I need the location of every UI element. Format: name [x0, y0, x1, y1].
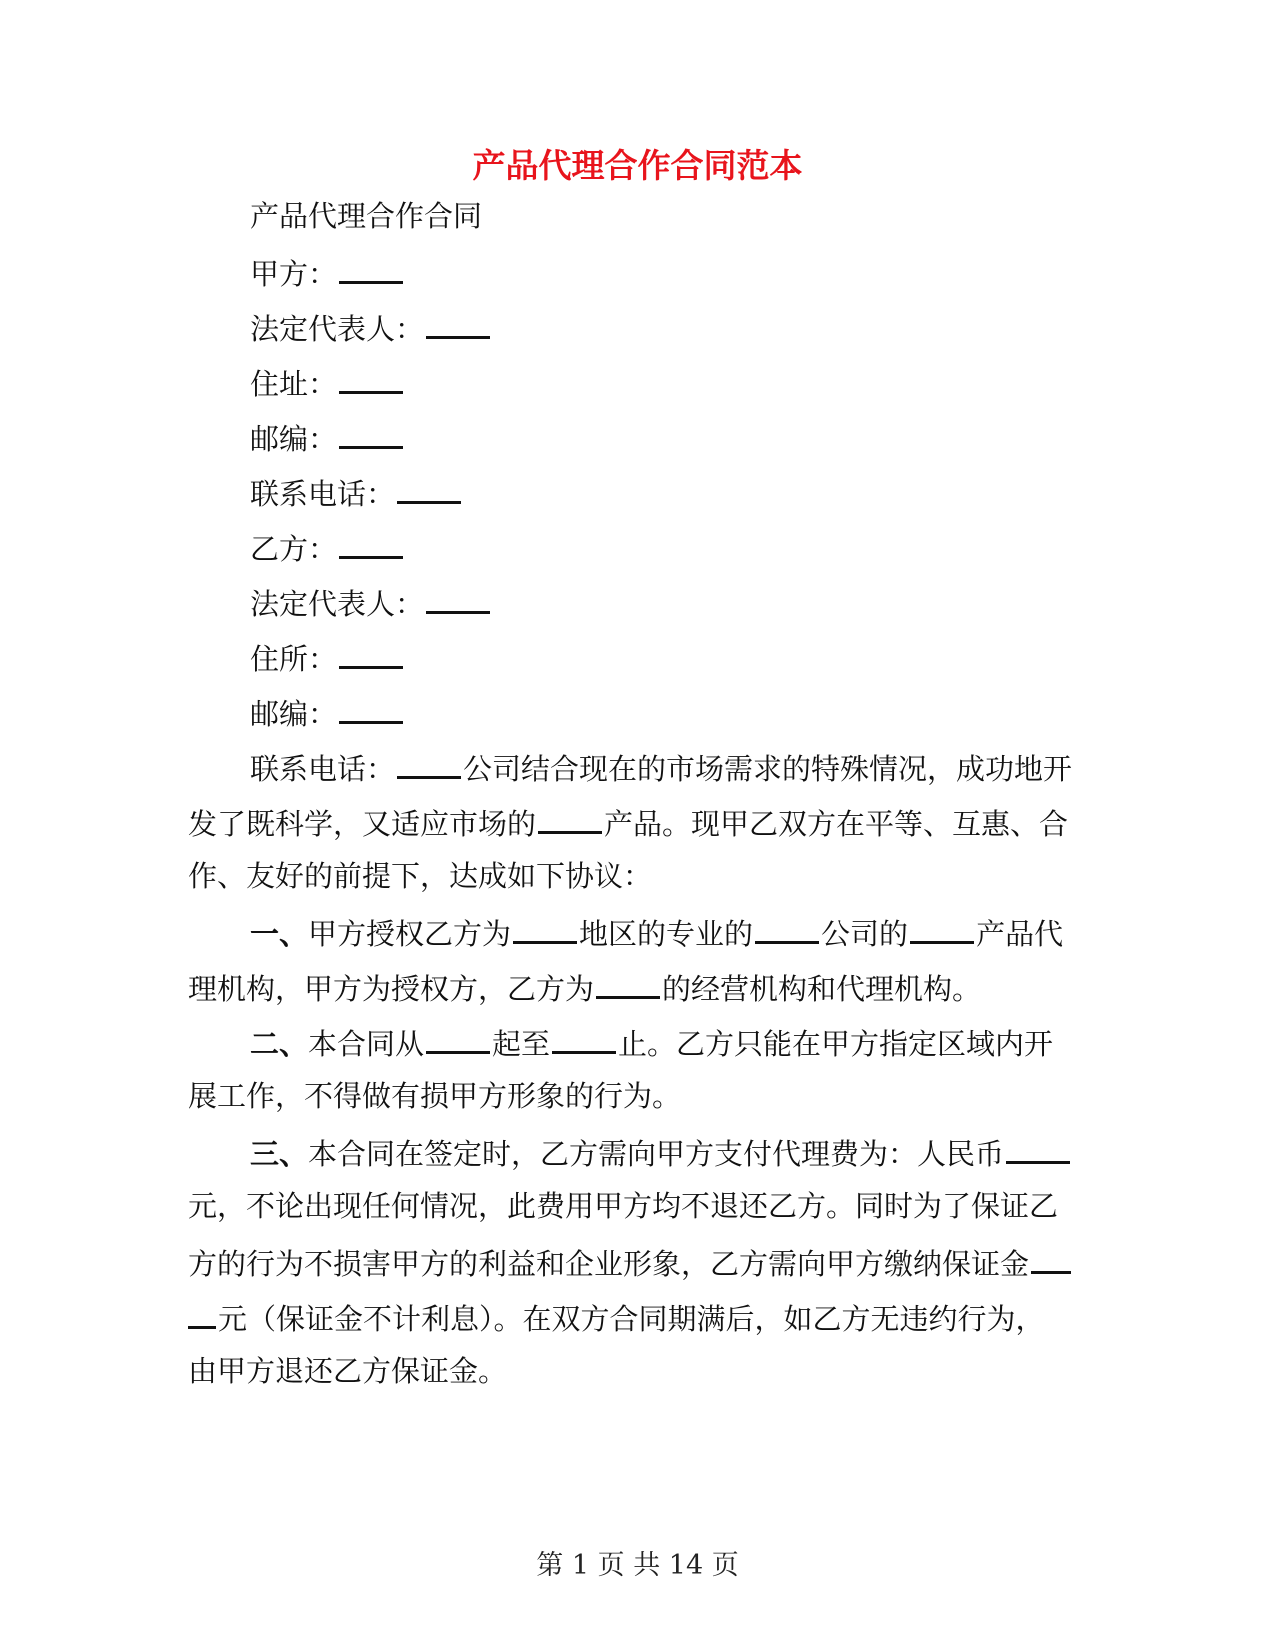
page-footer: 第 1 页 共 14 页	[536, 1550, 739, 1581]
party-a-rep-line	[250, 306, 492, 349]
party-b-postcode-blank	[339, 691, 403, 724]
clause-1-line-1	[250, 911, 1063, 954]
party-a-postcode-label: 邮编：	[250, 422, 338, 456]
intro-text: 联系电话：	[250, 752, 396, 786]
party-a-postcode-line	[250, 416, 405, 459]
party-a-label: 甲方：	[250, 257, 338, 291]
clause-text: 元（保证金不计利息）。在双方合同期满后，如乙方无违约行为，	[218, 1302, 1045, 1336]
party-a-line	[250, 251, 405, 294]
party-a-rep-label: 法定代表人：	[250, 312, 425, 346]
region-blank	[513, 911, 577, 944]
party-b-postcode-label: 邮编：	[250, 697, 338, 731]
industry-blank	[755, 911, 819, 944]
end-date-blank	[552, 1021, 616, 1054]
deposit-blank	[1031, 1241, 1071, 1274]
party-a-blank	[339, 251, 403, 284]
clause-3-line-4	[188, 1296, 1045, 1339]
party-b-address-line	[250, 636, 405, 679]
party-a-address-blank	[339, 361, 403, 394]
clause-2-line-1	[250, 1021, 1053, 1064]
clause-text: 起至	[492, 1027, 551, 1061]
intro-line-1	[250, 746, 1072, 789]
intro-text: 发了既科学，又适应市场的	[188, 807, 537, 841]
clause-text: 方的行为不损害甲方的利益和企业形象，乙方需向甲方缴纳保证金	[188, 1247, 1030, 1281]
clause-text: 甲方授权乙方为	[308, 917, 512, 951]
product-blank	[910, 911, 974, 944]
party-b-rep-blank	[426, 581, 490, 614]
clause-text: 产品代	[976, 917, 1064, 951]
party-b-address-label: 住所：	[250, 642, 338, 676]
party-a-address-line	[250, 361, 405, 404]
party-b-rep-line	[250, 581, 492, 624]
product-blank	[538, 801, 602, 834]
clause-2-line-2: 展工作，不得做有损甲方形象的行为。	[188, 1079, 682, 1113]
party-b-rep-label: 法定代表人：	[250, 587, 425, 621]
clause-1-number: 一、	[250, 917, 309, 951]
intro-text: 公司结合现在的市场需求的特殊情况，成功地开	[463, 752, 1073, 786]
deposit-blank-continued	[188, 1296, 216, 1329]
clause-text: 本合同在签定时，乙方需向甲方支付代理费为：人民币	[308, 1137, 1005, 1171]
party-b-blank	[339, 526, 403, 559]
clause-text: 的经营机构和代理机构。	[662, 972, 982, 1006]
document-title: 产品代理合作合同范本	[472, 146, 803, 185]
clause-text: 本合同从	[308, 1027, 425, 1061]
party-b-postcode-line	[250, 691, 405, 734]
start-date-blank	[426, 1021, 490, 1054]
party-b-line	[250, 526, 405, 569]
clause-3-number: 三、	[250, 1137, 309, 1171]
clause-text: 止。乙方只能在甲方指定区域内开	[618, 1027, 1054, 1061]
scope-blank	[596, 966, 660, 999]
clause-text: 地区的专业的	[579, 917, 754, 951]
clause-3-line-1	[250, 1131, 1072, 1174]
contract-subtitle: 产品代理合作合同	[250, 199, 483, 233]
party-a-address-label: 住址：	[250, 367, 338, 401]
party-a-postcode-blank	[339, 416, 403, 449]
party-b-address-blank	[339, 636, 403, 669]
party-b-label: 乙方：	[250, 532, 338, 566]
intro-line-2	[188, 801, 1068, 844]
company-blank	[397, 746, 461, 779]
party-a-rep-blank	[426, 306, 490, 339]
clause-3-line-2: 元，不论出现任何情况，此费用甲方均不退还乙方。同时为了保证乙	[188, 1189, 1059, 1223]
clause-3-line-3	[188, 1241, 1073, 1284]
party-a-phone-label: 联系电话：	[250, 477, 396, 511]
clause-1-line-2	[188, 966, 981, 1009]
intro-line-3: 作、友好的前提下，达成如下协议：	[188, 859, 653, 893]
intro-text: 产品。现甲乙双方在平等、互惠、合	[604, 807, 1069, 841]
party-a-phone-blank	[397, 471, 461, 504]
clause-2-number: 二、	[250, 1027, 309, 1061]
agency-fee-blank	[1006, 1131, 1070, 1164]
clause-text: 理机构，甲方为授权方，乙方为	[188, 972, 595, 1006]
clause-3-line-5: 由甲方退还乙方保证金。	[188, 1354, 508, 1388]
clause-text: 公司的	[821, 917, 909, 951]
party-a-phone-line	[250, 471, 463, 514]
